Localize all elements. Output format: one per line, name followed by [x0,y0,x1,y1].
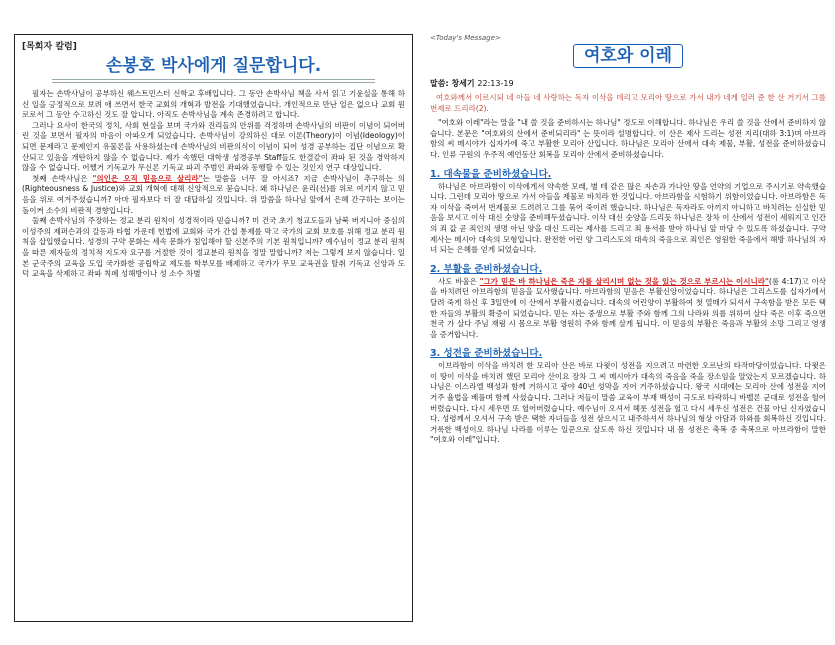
column-paragraph: 필자는 손박사님이 공부하신 웨스트민스터 신학교 후배입니다. 그 동안 손박사님 책을 사서 읽고 기윤실을 통해 하신 일을 긍정적으로 보려 애 쓰면서 한국 교회의 개혁과 발전을 기대했었습니다. 개인적으로 만난 일은 없으나 교회 원로로서 그 동안 수고하신 것도 잘 압니다. 아직도 손박사님을 계속 존경하려고 합니다. [22,89,405,120]
column-paragraph: 그러나 요사이 한국의 정치, 사회 현실을 보며 국가와 진리들의 안위를 걱정하며 손박사님의 비판이 이념이 되어버린 것을 보면서 필자의 마음이 아파오게 되었습니다. 손박사님이 강의하신 대로 이론(Theory)이 이념(Ideology)이 되면 문제라고 문제인지 유물론을 사용하셨는데 손박사님의 비판의식이 이념이 되어 성경 공부하는 집단 이념으로 확산되고 있음을 개탄하지 않을 수 없습니다. 제가 속했던 대학생 성경공부 Staff들도 한결같이 좌파 된 것을 경악하지 않을 수 없습니다. 어쨌거 기독교가 무신론 기독교 파괴 주범인 좌파와 동행할 수 있는 것인지 연구 대상입니다. [22,120,405,173]
highlighted-quote: "의인은 오직 믿음으로 살리라" [92,173,203,183]
column-paragraph [22,174,405,216]
section-heading: 2. 부활을 준비하셨습니다. [430,263,543,275]
scripture-reference: 22:13-19 [477,79,514,88]
column-page [14,34,413,622]
scripture-quote: 여호와께서 이르시되 네 아들 네 사랑하는 독자 이삭을 데리고 모리아 땅으로 가서 내가 네게 일러 준 한 산 거기서 그를 번제로 드리라(2). [430,93,826,113]
section-heading: 3. 성전을 준비하셨습니다. [430,348,543,360]
column-paragraph: 둘째 손박사님의 주장하는 정교 분리 원칙이 성경적이라 믿습니까? 미 건국 초기 청교도들과 남북 버지니아 중심의 이성주의 제퍼슨과의 갈등과 타협 가운데 헌법에 교회와 국가 간섭 통제를 막고 국가의 교회 보호를 위해 정교 분리 원칙을 삽입했습니다. 성경의 구약 문화는 세속 문화가 침입해야 할 신본주의 기본 원칙입니까? 예수님이 정교 분리 원칙을 따른 제자들의 정치적 지도자 요구를 거절한 것이 정교분리 원칙을 정말 말합니까? 저는 그렇게 보지 않습니다. 일본 군국주의 교육을 도입 국가화한 공립학교 제도를 학부모를 배제하고 국가가 무모 교육권을 탈취 기독교 신앙과 도덕 교육을 삭제하고 좌파 칙폐 성해방이나 성 소수 차별 [22,216,405,279]
column-section-label: [목회자 칼럼] [22,42,77,52]
section-body: 이브라함이 이삭을 바치려 한 모리아 산은 바로 다윗이 성전을 지으려고 마련한 오르난의 타작마당이었습니다. 다윗은 이 땅이 이삭을 바치려 했던 모리아 산이요 장차 그 씨 메시아가 대속의 죽음을 죽을 장소임을 알았는지 모르겠습니다. 하나님은 이스라엘 백성과 함께 거하시고 광야 40년 성막을 지어 거주하셨습니다. 왕국 시대에는 모리아 산에 성전을 지어 거주 율법을 베풀며 함께 사셨습니다. 그러나 저들이 말씀 교육이 부재 백성이 극도로 타락하니 바벨론 군대로 성전을 헐어버렸습니다. 다시 세우면 또 헐어버렸습니다. 예수님이 오셔서 헤롯 성전을 헐고 다시 세우신 성전은 건물 아닌 신자였습니다. 성령께서 오셔서 구속 받은 택한 자녀들을 성전 삼으시고 내주하셔서 하나님의 형상 아담과 하와를 회복하신 것입니다. 거룩한 백성이오 하나님 나라를 이루는 일꾼으로 살도록 하신 것입니다 내 몸 성전은 축복 중 축복으로 아브라함이 말한 "여호와 이레"입니다. [430,361,826,445]
section-heading: 1. 대속물을 준비하셨습니다. [430,168,552,180]
paragraph-lead: 첫째 손박사님은 [32,173,93,183]
section-body [430,277,826,341]
highlighted-quote: "그가 믿은 바 하나님은 죽은 자를 살리시며 없는 것을 있는 것으로 부르시는 이시니라" [479,276,769,286]
sermon-intro: "여호와 이레"라는 말을 "내 쓸 것을 준비하시는 하나님" 정도로 이해합니다. 하나님은 우리 쓸 것을 산에서 준비하지 않습니다. 본문은 "여호와의 산에서 준비되리라" 는 뜻이라 설명합니다. 이 산은 제사 드리는 성전 지리(대하 3:1)며 아브라함의 씨 메시야가 십자가에 죽고 부활한 모리아 산입니다. 하나님은 모리아 산에서 대속 제물, 부활, 성전을 준비하셨습니다. 인류 구원의 우주적 예언동산 회복을 모리아 산에서 준비하셨습니다. [430,118,826,159]
section-body: 하나님은 아브라함이 이삭에게서 약속한 모래, 별 테 같은 많은 자손과 가나안 땅을 언약의 기업으로 주시기로 약속했습니다. 그런데 모리아 땅으로 가서 아들을 제물로 바치라 한 것입니다. 아브라함을 시험하기 위함이었습니다. 아브라함은 독자 이삭을 죽여서 번제물로 드려려고 그를 묶어 죽이려 했습니다. 하나님은 독자라도 아끼지 아니하고 바치려는 신실한 믿음을 보시고 이삭 대신 숫양을 준비해두셨습니다. 이삭 대신 숫양을 드리듯 하나님은 장차 이 산에서 성전이 세워지고 인간의 죄 값 곧 죄인의 생명 아닌 양을 대신 드리는 제사를 드리고 죄 용서를 받아 하나님 앞 마당 수 있도록 하셨습니다. 구약 제사는 메시아 대속의 모형입니다. 완전한 어린 양 그리스도의 대속의 죽음으로 죄인은 영원한 죽음에서 해방 하나님의 자녀 되는 은혜를 얻게 되었습니다. [430,181,826,255]
column-title: 손봉호 박사에게 질문합니다. [105,56,322,76]
section-body-prefix: 사도 바울은 [438,276,480,286]
sermon-title-wrap [430,44,826,68]
paragraph-text: 는 말씀을 너무 잘 아시죠? 지금 손박사님이 추구하는 의(Righteousness & Justice)와 교회 개혁에 대해 신앙적으로 묻습니다. 왜 하나님은 윤리(선)를 위로 여기지 않고 믿음을 위로 여겨주셨습니까? 아마 필자보다 더 잘 대답하실 것입니다. 위 말씀을 하나님 앞에서 은혜 간구하는 보이는 돌이켜 소수의 비판적 경향입니다. [22,173,406,215]
sermon-title: 여호와 이레 [573,44,683,68]
scripture-line [430,78,826,89]
section-body-text: (롬 4:17)고 이삭을 바치려던 아브라함의 믿음을 묘사했습니다. 아브라함의 믿음은 부활신앙이었습니다. 하나님은 그리스도를 십자가에서 달려 죽게 하신 후 3일만에 이 산에서 부활시켰습니다. 대속의 어린양이 부활하여 첫 열매가 되셔서 구속함을 받은 모든 택한 자들의 부활의 확증이 되었습니다. 믿는 자는 중생으로 부활 주와 함께 그의 나라와 의를 위하여 살다 죽은 이후 죽으면 천국 가 살다 주님 재림 시 몸으로 부활 영원히 주와 함께 살게 됩니다. 이 믿음의 부활은 죽음과 부활의 소망 그리고 영생을 증거합니다. [430,276,826,339]
scripture-label: 말씀: 창세기 [430,79,475,88]
title-divider [52,79,375,83]
sermon-page [430,34,826,634]
message-header-tag: <Today's Message> [430,34,501,42]
